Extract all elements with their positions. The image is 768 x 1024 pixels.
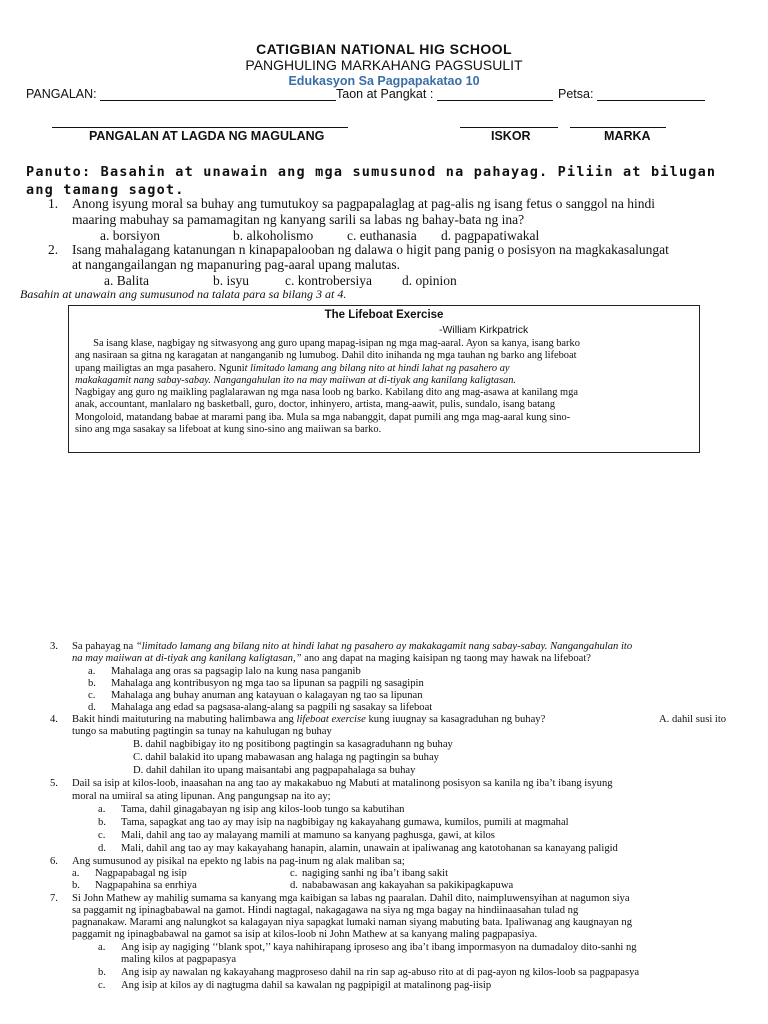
q5-option-a-letter[interactable]: a. — [98, 804, 106, 815]
q4-stem — [72, 714, 545, 727]
q2-option-d[interactable]: d. opinion — [402, 273, 457, 288]
name-label: PANGALAN: — [26, 87, 97, 101]
date-label: Petsa: — [558, 87, 594, 101]
q6-stem: Ang sumusunod ay pisikal na epekto ng labis na pag-inum ng alak maliban sa; — [72, 856, 405, 867]
passage-line: sino ang mga sasakay sa lifeboat at kung sino-sino ang maiiwan sa barko. — [75, 424, 382, 436]
q3-quote-2: na may maiiwan at di-tiyak ang kanilang kaligtasan,” — [72, 653, 302, 664]
q7-line: sa paggamit ng ipinagbabawal na gamot. Hindi nagtagal, nakagagawa na siya ng mga bagay na hindiinaasahan tulad ng — [72, 905, 579, 916]
q7-line: paggamit ng ipinagbabawal na gamot sa isip at kilos-loob ni John Mathew at sa kanyang maling pagpapasiya. — [72, 929, 538, 940]
q4-stem-post: kung iuugnay sa kasagraduhan ng buhay? — [365, 714, 546, 725]
q7-option-a[interactable]: Ang isip ay nagiging ‘‘blank spot,’’ kaya nahihirapang iproseso ang iba’t ibang impormasyon na dumadaloy dito-sanhi ng — [121, 942, 637, 953]
q1-line2: maaring mabuhay sa pamamagitan ng kanyang sarili sa labas ng bahay-bata ng ina? — [72, 212, 525, 227]
passage-italic: t limitado lamang ang bilang nito at hindi lahat ng pasahero ay — [244, 362, 510, 374]
q1-option-c[interactable]: c. euthanasia — [347, 228, 417, 243]
q6-number: 6. — [50, 856, 58, 867]
q3-option-a-letter[interactable]: a. — [88, 666, 96, 677]
q7-option-c[interactable]: Ang isip at kilos ay di nagtugma dahil sa kawalan ng pagpipigil at matalinong pag-iisip — [121, 980, 492, 991]
grade-label: MARKA — [604, 129, 651, 143]
score-line[interactable] — [460, 127, 558, 128]
q4-italic: lifeboat exercise — [296, 714, 366, 725]
q4-option-b[interactable]: B. dahil nagbibigay ito ng positibong pagtingin sa kasagraduhann ng buhay — [133, 739, 453, 750]
q5-option-b-letter[interactable]: b. — [98, 817, 106, 828]
q2-number: 2. — [48, 242, 59, 257]
q2-line2: at nangangailangan ng mapanuring pag-aaral upang malutas. — [72, 257, 401, 272]
q1-line1: Anong isyung moral sa buhay ang tumutukoy sa pagpapalaglag at pag-alis ng isang fetus o sanggol na hindi — [72, 196, 656, 211]
passage-text — [75, 338, 693, 436]
q7-line: pagnanakaw. Marami ang nalungkot sa kalagayan niya sapagkat lumaki naman siyang mabuting bata. Ipaliwanag ang kaugnayan ng — [72, 917, 633, 928]
q6-option-a[interactable]: Nagpapabagal ng isip — [95, 868, 187, 879]
q7-line: Si John Mathew ay mahilig sumama sa kanyang mga kaibigan sa labas ng paaralan. Dahil dito, naimpluwensyihan at nagumon siya — [72, 893, 630, 904]
date-blank[interactable] — [597, 88, 705, 101]
q3-stem-line2 — [72, 653, 591, 666]
passage-author: -William Kirkpatrick — [439, 324, 529, 336]
q1-number: 1. — [48, 196, 59, 211]
subject-title: Edukasyon Sa Pagpapakatao 10 — [288, 74, 480, 88]
passage-line: anak, accountant, manlalaro ng basketball, guro, doctor, inhinyero, artista, mang-aawit, pulis, sundalo, isang batang — [75, 399, 556, 411]
q7-number: 7. — [50, 893, 58, 904]
q7-option-a-letter[interactable]: a. — [98, 942, 106, 953]
q3-option-c-letter[interactable]: c. — [88, 690, 96, 701]
q7-option-a-line2[interactable]: maling kilos at pagpapasya — [121, 954, 237, 965]
date-field[interactable] — [558, 87, 705, 101]
q3-stem-pre: Sa pahayag na — [72, 641, 136, 652]
q6-option-c-letter[interactable]: c. — [290, 868, 298, 879]
q6-option-a-letter[interactable]: a. — [72, 868, 80, 879]
q5-line1: Dail sa isip at kilos-loob, inaasahan na ang tao ay makakabuo ng Mabuti at matalinong posisyon sa kanila ng iba’t ibang isyung — [72, 778, 613, 789]
name-blank[interactable] — [100, 88, 336, 101]
q6-option-b-letter[interactable]: b. — [72, 880, 80, 891]
q4-option-a[interactable]: A. dahil susi ito — [659, 714, 727, 725]
q6-option-b[interactable]: Nagpapahina sa enrhiya — [95, 880, 197, 891]
q5-number: 5. — [50, 778, 58, 789]
section-label: Taon at Pangkat : — [336, 87, 434, 101]
q5-option-c-letter[interactable]: c. — [98, 830, 106, 841]
instructions: Panuto: Basahin at unawain ang mga sumusunod na pahayag. Piliin at bilugan ang tamang sagot. — [26, 164, 717, 198]
q4-stem-pre: Bakit hindi maituturing na mabuting halimbawa ang — [72, 714, 297, 725]
q3-stem-post: ano ang dapat na maging kaisipan ng taong may hawak na lifeboat? — [301, 653, 591, 664]
q1-option-d[interactable]: d. pagpapatiwakal — [441, 228, 540, 243]
q2-option-a[interactable]: a. Balita — [104, 273, 149, 288]
q3-option-d[interactable]: Mahalaga ang edad sa pagsasa-alang-alang sa pagpili ng sasakay sa lifeboat — [111, 702, 433, 713]
q5-option-a[interactable]: Tama, dahil ginagabayan ng isip ang kilos-loob tungo sa kabutihan — [121, 804, 405, 815]
q2-line1: Isang mahalagang katanungan n kinapapalooban ng dalawa o higit pang panig o posisyon na magkakasalungat — [72, 242, 669, 257]
exam-title: PANGHULING MARKAHANG PAGSUSULIT — [245, 57, 523, 73]
q6-option-c[interactable]: nagiging sanhi ng iba’t ibang sakit — [302, 868, 449, 879]
q3-option-b-letter[interactable]: b. — [88, 678, 96, 689]
q7-option-c-letter[interactable]: c. — [98, 980, 106, 991]
passage-box — [68, 305, 700, 453]
parent-signature-line[interactable] — [52, 127, 348, 128]
passage-line: Sa isang klase, nagbigay ng sitwasyong ang guro upang mapag-isipan ng mga mag-aaral. Ayon sa kanya, isang barko — [75, 338, 580, 349]
q3-option-d-letter[interactable]: d. — [88, 702, 96, 713]
score-label: ISKOR — [491, 129, 531, 143]
parent-signature-label: PANGALAN AT LAGDA NG MAGULANG — [89, 129, 325, 143]
q3-option-a[interactable]: Mahalaga ang oras sa pagsagip lalo na kung nasa panganib — [111, 666, 361, 677]
q3-option-c[interactable]: Mahalaga ang buhay anuman ang katayuan o kalagayan ng tao sa lipunan — [111, 690, 423, 701]
school-name: CATIGBIAN NATIONAL HIG SCHOOL — [256, 41, 512, 57]
q5-line2: moral na umiiral sa ating lipunan. Ang pangungsap na ito ay; — [72, 791, 331, 802]
q3-number: 3. — [50, 641, 58, 652]
q5-option-d-letter[interactable]: d. — [98, 843, 106, 854]
q5-option-d[interactable]: Mali, dahil ang tao ay may kakayahang hanapin, alamin, unawain at ipaliwanag ang katotohanan sa kanayang paligid — [121, 843, 618, 854]
q5-option-b[interactable]: Tama, sapagkat ang tao ay may isip na nagbibigay ng kakayahang gumawa, kumilos, pumili at magmahal — [121, 817, 569, 828]
passage-title: The Lifeboat Exercise — [324, 309, 444, 321]
q3-stem — [72, 641, 752, 654]
passage-line: Mongoloid, matandang babae at marami pang iba. Mula sa mga nabanggit, dapat pumili ang mga mag-aaral kung sino- — [75, 411, 571, 423]
passage-line-part: upang mailigtas an mga pasahero. Nguni — [75, 362, 245, 374]
q4-option-c[interactable]: C. dahil balakid ito upang mabawasan ang halaga ng pagtingin sa buhay — [133, 752, 439, 763]
passage-line: ang nasiraan sa gitna ng karagatan at nanganganib ng lumubog. Dahil dito inihanda ng mga tauhan ng barko ang lifeboat — [75, 350, 577, 362]
name-field[interactable] — [26, 87, 336, 101]
q6-option-d[interactable]: nababawasan ang kakayahan sa pakikipagkapuwa — [302, 880, 514, 891]
q6-option-d-letter[interactable]: d. — [290, 880, 298, 891]
q5-option-c[interactable]: Mali, dahil ang tao ay malayang mamili at mamuno sa kanyang paghusga, gawi, at kilos — [121, 830, 495, 841]
section-blank[interactable] — [437, 88, 553, 101]
passage-line — [75, 363, 693, 375]
passage-line: makakagamit nang sabay-sabay. Nangangahulan ito na may maiiwan at di-tiyak ang kanilang kaligtasan. — [75, 374, 516, 386]
q1-option-a[interactable]: a. borsiyon — [100, 228, 160, 243]
q7-option-b-letter[interactable]: b. — [98, 967, 106, 978]
q4-option-d[interactable]: D. dahil dahilan ito upang maisantabi ang pagpapahalaga sa buhay — [133, 765, 416, 776]
q1-option-b[interactable]: b. alkoholismo — [233, 228, 314, 243]
q4-number: 4. — [50, 714, 58, 725]
section-field[interactable] — [336, 87, 553, 101]
q3-quote: “limitado lamang ang bilang nito at hindi lahat ng pasahero ay makakagamit nang sabay-sabay. Nangangahulan ito — [135, 641, 633, 652]
q7-option-b[interactable]: Ang isip ay nawalan ng kakayahang magproseso dahil na rin sap ag-abuso rito at di pag-ayon ng kilos-loob sa pagpapasya — [121, 967, 640, 978]
passage-line: Nagbigay ang guro ng maikling paglalarawan ng mga nasa loob ng barko. Kabilang dito ang mag-asawa at kanilang mga — [75, 387, 578, 399]
q2-option-b[interactable]: b. isyu — [213, 273, 250, 288]
q3-option-b[interactable]: Mahalaga ang kontribusyon ng mga tao sa lipunan sa pagpili ng sasagipin — [111, 678, 424, 689]
passage-intro: Basahin at unawain ang sumusunod na talata para sa bilang 3 at 4. — [20, 287, 347, 301]
q4-stem-line2: tungo sa mabuting pagtingin sa tunay na kahulugan ng buhay — [72, 726, 332, 737]
q2-option-c[interactable]: c. kontrobersiya — [285, 273, 372, 288]
grade-line[interactable] — [570, 127, 666, 128]
